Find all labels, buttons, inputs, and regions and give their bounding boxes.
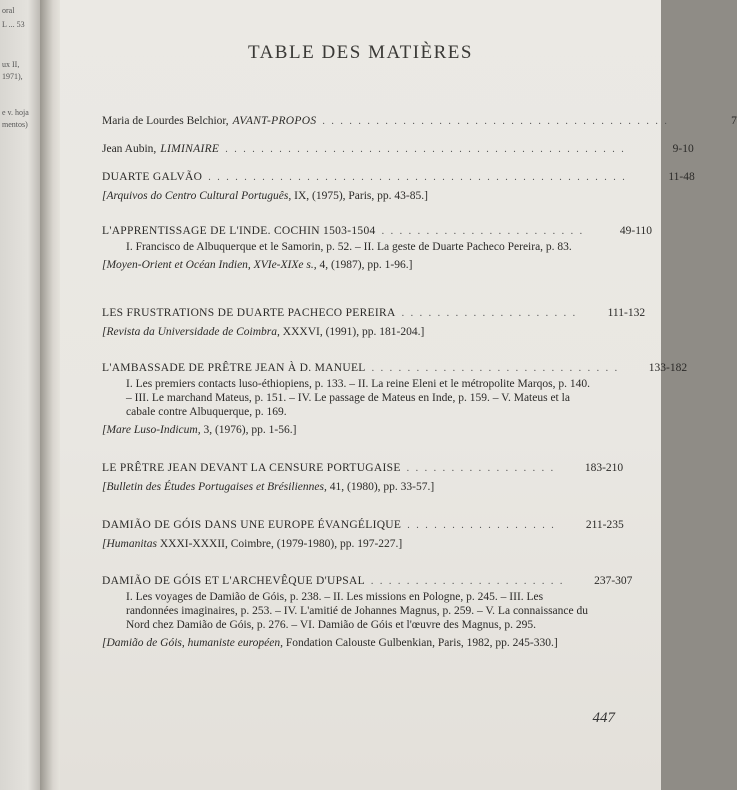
entry-pages: 211-235 — [585, 519, 624, 531]
entry-citation: [Revista da Universidade de Coimbra, XXXVI, (1991), pp. 181-204.] — [102, 326, 425, 338]
leader-dots: . . . . . . . . . . . . . . . . . . . . . . . — [381, 226, 585, 237]
entry-author: Jean Aubin, — [102, 143, 157, 155]
leader-dots: . . . . . . . . . . . . . . . . . . . . . . — [370, 576, 565, 587]
entry-pages: 133-182 — [648, 362, 688, 374]
book-page — [60, 0, 737, 790]
entry-citation: [Damião de Góis, humaniste européen, Fondation Calouste Gulbenkian, Paris, 1982, pp. 245-330.] — [102, 637, 558, 649]
entry-subsections: I. Les voyages de Damião de Góis, p. 238. – II. Les missions en Pologne, p. 245. – III. Les randonnées imaginaires, p. 253. – IV. L'amitié de Johannes Magnus, p. 259. – V. La connaissance du Nord chez Damião de Góis, p. 276. – VI. Damião de Góis et l'œuvre des Magnus, p. 295. — [126, 591, 588, 631]
entry-pages: 11-48 — [668, 171, 695, 183]
entry-citation: [Moyen-Orient et Océan Indien, XVIe-XIXe s., 4, (1987), pp. 1-96.] — [102, 259, 413, 271]
entry-pages: 49-110 — [619, 225, 653, 237]
entry-pages: 111-132 — [607, 307, 646, 319]
leader-dots: . . . . . . . . . . . . . . . . . . . . — [401, 308, 578, 319]
leader-dots: . . . . . . . . . . . . . . . . . — [406, 463, 556, 474]
entry-title: DAMIÃO DE GÓIS DANS UNE EUROPE ÉVANGÉLIQUE — [102, 519, 402, 531]
leader-dots: . . . . . . . . . . . . . . . . . . . . . . . . . . . . . . . . . . . . . . . — [322, 116, 669, 127]
book-gutter — [40, 0, 62, 790]
entry-title: AVANT-PROPOS — [232, 115, 317, 127]
entry-subsections: I. Les premiers contacts luso-éthiopiens, p. 133. – II. La reine Eleni et le métropolite Marqos, p. 140. – III. Le marchand Mateus, p. 151. – IV. Le passage de Mateus en Inde, p. 159. – V. Mateus et la cabale contre Albuquerque, p. 169. — [126, 378, 591, 418]
entry-pages: 237-307 — [594, 575, 633, 587]
leader-dots: . . . . . . . . . . . . . . . . . . . . . . . . . . . . . . . . . . . . . . . . . . . . . — [225, 144, 626, 155]
page-title: TABLE DES MATIÈRES — [248, 42, 473, 63]
toc-entry — [102, 114, 737, 129]
leader-dots: . . . . . . . . . . . . . . . . . — [407, 520, 556, 531]
entry-pages: 183-210 — [584, 462, 624, 474]
entry-citation: [Mare Luso-Indicum, 3, (1976), pp. 1-56.] — [102, 424, 297, 436]
entry-title: LE PRÊTRE JEAN DEVANT LA CENSURE PORTUGAISE — [102, 462, 401, 474]
toc-entry — [102, 574, 633, 650]
entry-title: LES FRUSTRATIONS DE DUARTE PACHECO PEREIRA — [102, 307, 396, 319]
left-page-edge — [0, 0, 40, 790]
left-page-fragment: ux II, — [2, 60, 20, 69]
toc-entry — [102, 361, 688, 437]
entry-citation: [Arquivos do Centro Cultural Português, IX, (1975), Paris, pp. 43-85.] — [102, 190, 428, 202]
leader-dots: . . . . . . . . . . . . . . . . . . . . . . . . . . . . — [371, 363, 620, 374]
page-number: 447 — [592, 710, 615, 726]
entry-pages: 7 — [731, 115, 737, 127]
toc-entry — [102, 461, 624, 494]
left-page-fragment: 1971), — [2, 72, 23, 81]
entry-title: DUARTE GALVÃO — [102, 171, 203, 183]
entry-pages: 9-10 — [672, 143, 694, 155]
toc-entry — [102, 170, 695, 203]
entry-citation: [Bulletin des Études Portugaises et Brésiliennes, 41, (1980), pp. 33-57.] — [102, 481, 435, 493]
entry-title: L'APPRENTISSAGE DE L'INDE. COCHIN 1503-1504 — [102, 225, 376, 237]
toc-entry — [102, 306, 646, 339]
entry-title: L'AMBASSADE DE PRÊTRE JEAN À D. MANUEL — [102, 362, 366, 374]
toc-entry — [102, 518, 624, 551]
entry-subsections: I. Francisco de Albuquerque et le Samorin, p. 52. – II. La geste de Duarte Pacheco Pereira, p. 83. — [126, 241, 572, 253]
left-page-fragment: L ... 53 — [2, 20, 25, 29]
entry-title: DAMIÃO DE GÓIS ET L'ARCHEVÊQUE D'UPSAL — [102, 575, 365, 587]
entry-author: Maria de Lourdes Belchior, — [102, 115, 229, 127]
left-page-fragment: e v. hoja — [2, 108, 29, 117]
leader-dots: . . . . . . . . . . . . . . . . . . . . . . . . . . . . . . . . . . . . . . . . . . . . . . . — [208, 172, 627, 183]
left-page-fragment: oral — [2, 6, 15, 15]
toc-entry — [102, 224, 653, 272]
toc-entry — [102, 142, 694, 157]
entry-citation: [Humanitas XXXI-XXXII, Coimbre, (1979-1980), pp. 197-227.] — [102, 538, 403, 550]
left-page-fragment: mentos) — [2, 120, 28, 129]
entry-title: LIMINAIRE — [160, 143, 220, 155]
